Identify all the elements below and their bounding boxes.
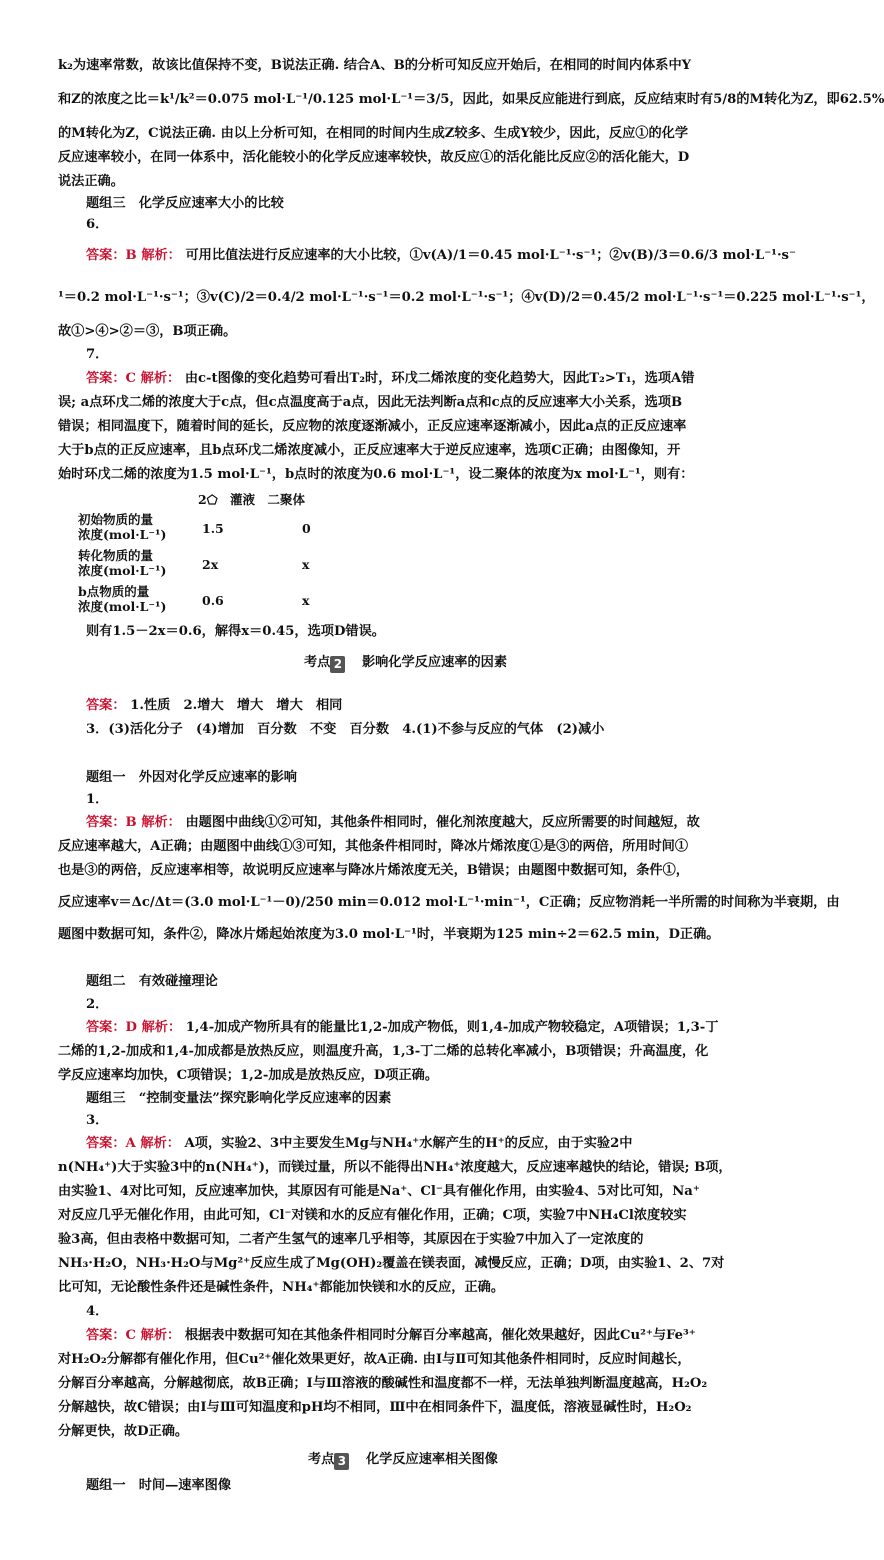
row-label: 转化物质的量 浓度(mol·L⁻¹): [78, 548, 167, 578]
analysis-label: 解析：: [141, 248, 181, 263]
text-line: 分解更快，故D正确。: [58, 1424, 189, 1439]
text-line: 始时环戊二烯的浓度为1.5 mol·L⁻¹，b点时的浓度为0.6 mol·L⁻¹，设二聚体的浓度为x mol·L⁻¹，则有：: [58, 467, 694, 482]
answer-label: 答案：B: [86, 248, 137, 263]
kaodian-heading: 考点 3 化学反应速率相关图像: [308, 1452, 498, 1468]
text-line: 学反应速率均加快，C项错误；1,2-加成是放热反应，D项正确。: [58, 1068, 439, 1083]
text-line: 对H₂O₂分解都有催化作用，但Cu²⁺催化效果更好，故A正确. 由Ⅰ与Ⅱ可知其他条件相同时，反应时间越长，: [58, 1352, 691, 1367]
question-number: 4．: [86, 1304, 109, 1319]
question-number: 1．: [86, 792, 109, 807]
text-line: 的M转化为Z，C说法正确. 由以上分析可知，在相同的时间内生成Z较多、生成Y较少，因此，反应①的化学: [58, 126, 689, 141]
analysis-label: 解析：: [141, 1020, 182, 1035]
cell-value: 2x: [202, 557, 219, 572]
answer-line: 答案：C 解析： 根据表中数据可知在其他条件相同时分解百分率越高，催化效果越好，因此Cu²⁺与Fe³⁺: [86, 1328, 696, 1343]
answer-label: 答案：D: [86, 1020, 137, 1035]
answer-line: 答案：B 解析： 由题图中曲线①②可知，其他条件相同时，催化剂浓度越大，反应所需要的时间越短，故: [86, 815, 700, 830]
text-line: 3．(3)活化分子 (4)增加 百分数 不变 百分数 4.(1)不参与反应的气体 (2)减小: [86, 722, 605, 737]
cell-value: x: [302, 593, 310, 608]
answer-line: 答案：A 解析： A项，实验2、3中主要发生Mg与NH₄⁺水解产生的H⁺的反应，由于实验2中: [86, 1136, 633, 1151]
kaodian-badge: 2: [330, 656, 345, 673]
kaodian-heading: 考点 2 影响化学反应速率的因素: [304, 655, 508, 671]
section-heading: 题组二 有效碰撞理论: [86, 974, 218, 989]
text-line: k₂为速率常数，故该比值保持不变，B说法正确. 结合A、B的分析可知反应开始后，在相同的时间内体系中Y: [58, 58, 692, 73]
text-line: 故①>④>②＝③，B项正确。: [58, 324, 237, 339]
text-line: 误; a点环戊二烯的浓度大于c点，但c点温度高于a点，因此无法判断a点和c点的反应速率大小关系，选项B: [58, 395, 683, 410]
answer-label: 答案：A: [86, 1136, 136, 1151]
text-line: 验3高，但由表格中数据可知，二者产生氢气的速率几乎相等，其原因在于实验7中加入了一定浓度的: [58, 1232, 644, 1247]
answer-line: 答案：D 解析： 1,4-加成产物所具有的能量比1,2-加成产物低，则1,4-加成产物较稳定，A项错误；1,3-丁: [86, 1020, 719, 1035]
text-line: n(NH₄⁺)大于实验3中的n(NH₄⁺)，而镁过量，所以不能得出NH₄⁺浓度越大，反应速率越快的结论，错误; B项，: [58, 1160, 732, 1175]
kaodian-badge: 3: [334, 1453, 349, 1470]
analysis-text: 由c-t图像的变化趋势可看出T₂时，环戊二烯浓度的变化趋势大，因此T₂>T₁，选项A错: [184, 371, 695, 386]
section-heading: 题组一 外因对化学反应速率的影响: [86, 770, 297, 785]
text-line: 对反应几乎无催化作用，由此可知，Cl⁻对镁和水的反应有催化作用，正确；C项，实验7中NH₄Cl浓度较实: [58, 1208, 687, 1223]
text-line: 也是③的两倍，反应速率相等，故说明反应速率与降冰片烯浓度无关，B错误；由题图中数据可知，条件①，: [58, 863, 689, 878]
cell-value: 1.5: [202, 521, 224, 536]
answer-label: 答案：: [86, 698, 126, 713]
cell-value: x: [302, 557, 310, 572]
text-line: 说法正确。: [58, 174, 124, 189]
text-line: 则有1.5－2x＝0.6，解得x＝0.45，选项D错误。: [86, 624, 385, 639]
question-number: 7．: [86, 347, 109, 362]
cell-value: 0: [302, 521, 311, 536]
answer-line: [86, 243, 796, 269]
section-heading: 题组三 化学反应速率大小的比较: [86, 196, 284, 211]
analysis-text: 可用比值法进行反应速率的大小比较，①v(A)/1＝0.45 mol·L⁻¹·s⁻¹；②v(B)/3＝0.6/3 mol·L⁻¹·s⁻: [185, 248, 796, 263]
answer-line: 答案： 1.性质 2.增大 增大 增大 相同: [86, 698, 343, 713]
text-line: 比可知，无论酸性条件还是碱性条件，NH₄⁺都能加快镁和水的反应，正确。: [58, 1280, 505, 1295]
text-line: 题图中数据可知，条件②，降冰片烯起始浓度为3.0 mol·L⁻¹时，半衰期为125 min÷2＝62.5 min，D正确。: [58, 927, 720, 942]
analysis-label: 解析：: [140, 1136, 180, 1151]
text-line: 和Z的浓度之比＝k¹/k²＝0.075 mol·L⁻¹/0.125 mol·L⁻¹＝3/5，因此，如果反应能进行到底，反应结束时有5/8的M转化为Z，即62.5%: [58, 92, 884, 107]
section-heading: 题组三 “控制变量法”探究影响化学反应速率的因素: [86, 1091, 392, 1106]
analysis-label: 解析：: [140, 1328, 181, 1343]
text-line: 反应速率较小，在同一体系中，活化能较小的化学反应速率较快，故反应①的活化能比反应②的活化能大，D: [58, 150, 690, 165]
table-header: 2⬠ 灌液 二聚体: [198, 492, 306, 507]
text-line: 由实验1、4对比可知，反应速率加快，其原因有可能是Na⁺、Cl⁻具有催化作用，由实验4、5对比可知，Na⁺: [58, 1184, 700, 1199]
text-line: 大于b点的正反应速率，且b点环戊二烯浓度减小，正反应速率大于逆反应速率，选项C正确；由图像知，开: [58, 443, 681, 458]
answer-label: 答案：B: [86, 815, 137, 830]
question-number: 2．: [86, 997, 109, 1012]
text-line: ¹＝0.2 mol·L⁻¹·s⁻¹；③v(C)/2＝0.4/2 mol·L⁻¹·s⁻¹＝0.2 mol·L⁻¹·s⁻¹；④v(D)/2＝0.45/2 mol·L⁻¹·s⁻¹＝0.225 mol·L⁻¹·s⁻¹，: [58, 290, 875, 305]
question-number: 3．: [86, 1113, 109, 1128]
answer-label: 答案：C: [86, 1328, 137, 1343]
section-heading: 题组一 时间—速率图像: [86, 1478, 232, 1493]
text-line: 分解百分率越高，分解越彻底，故B正确；Ⅰ与Ⅲ溶液的酸碱性和温度都不一样，无法单独判断温度越高，H₂O₂: [58, 1376, 708, 1391]
answer-label: 答案：C: [86, 371, 137, 386]
text-line: 二烯的1,2-加成和1,4-加成都是放热反应，则温度升高，1,3-丁二烯的总转化率减小，B项错误；升高温度，化: [58, 1044, 709, 1059]
question-number: 6．: [86, 217, 109, 232]
text-line: 错误；相同温度下，随着时间的延长，反应物的浓度逐渐减小，正反应速率逐渐减小，因此a点的正反应速率: [58, 419, 687, 434]
analysis-label: 解析：: [141, 815, 181, 830]
text-line: 反应速率v＝Δc/Δt＝(3.0 mol·L⁻¹－0)/250 min＝0.012 mol·L⁻¹·min⁻¹，C正确；反应物消耗一半所需的时间称为半衰期，由: [58, 895, 840, 910]
row-label: 初始物质的量 浓度(mol·L⁻¹): [78, 512, 167, 542]
cell-value: 0.6: [202, 593, 224, 608]
text-line: NH₃·H₂O，NH₃·H₂O与Mg²⁺反应生成了Mg(OH)₂覆盖在镁表面，减慢反应，正确；D项，由实验1、2、7对: [58, 1256, 725, 1271]
answer-line: [86, 366, 742, 392]
text-line: 分解越快，故C错误；由Ⅰ与Ⅲ可知温度和pH均不相同，Ⅲ中在相同条件下，温度低，溶液显碱性时，H₂O₂: [58, 1400, 692, 1415]
text-line: 反应速率越大，A正确；由题图中曲线①③可知，其他条件相同时，降冰片烯浓度①是③的两倍，所用时间①: [58, 839, 689, 854]
analysis-label: 解析：: [140, 371, 181, 386]
row-label: b点物质的量 浓度(mol·L⁻¹): [78, 584, 167, 614]
